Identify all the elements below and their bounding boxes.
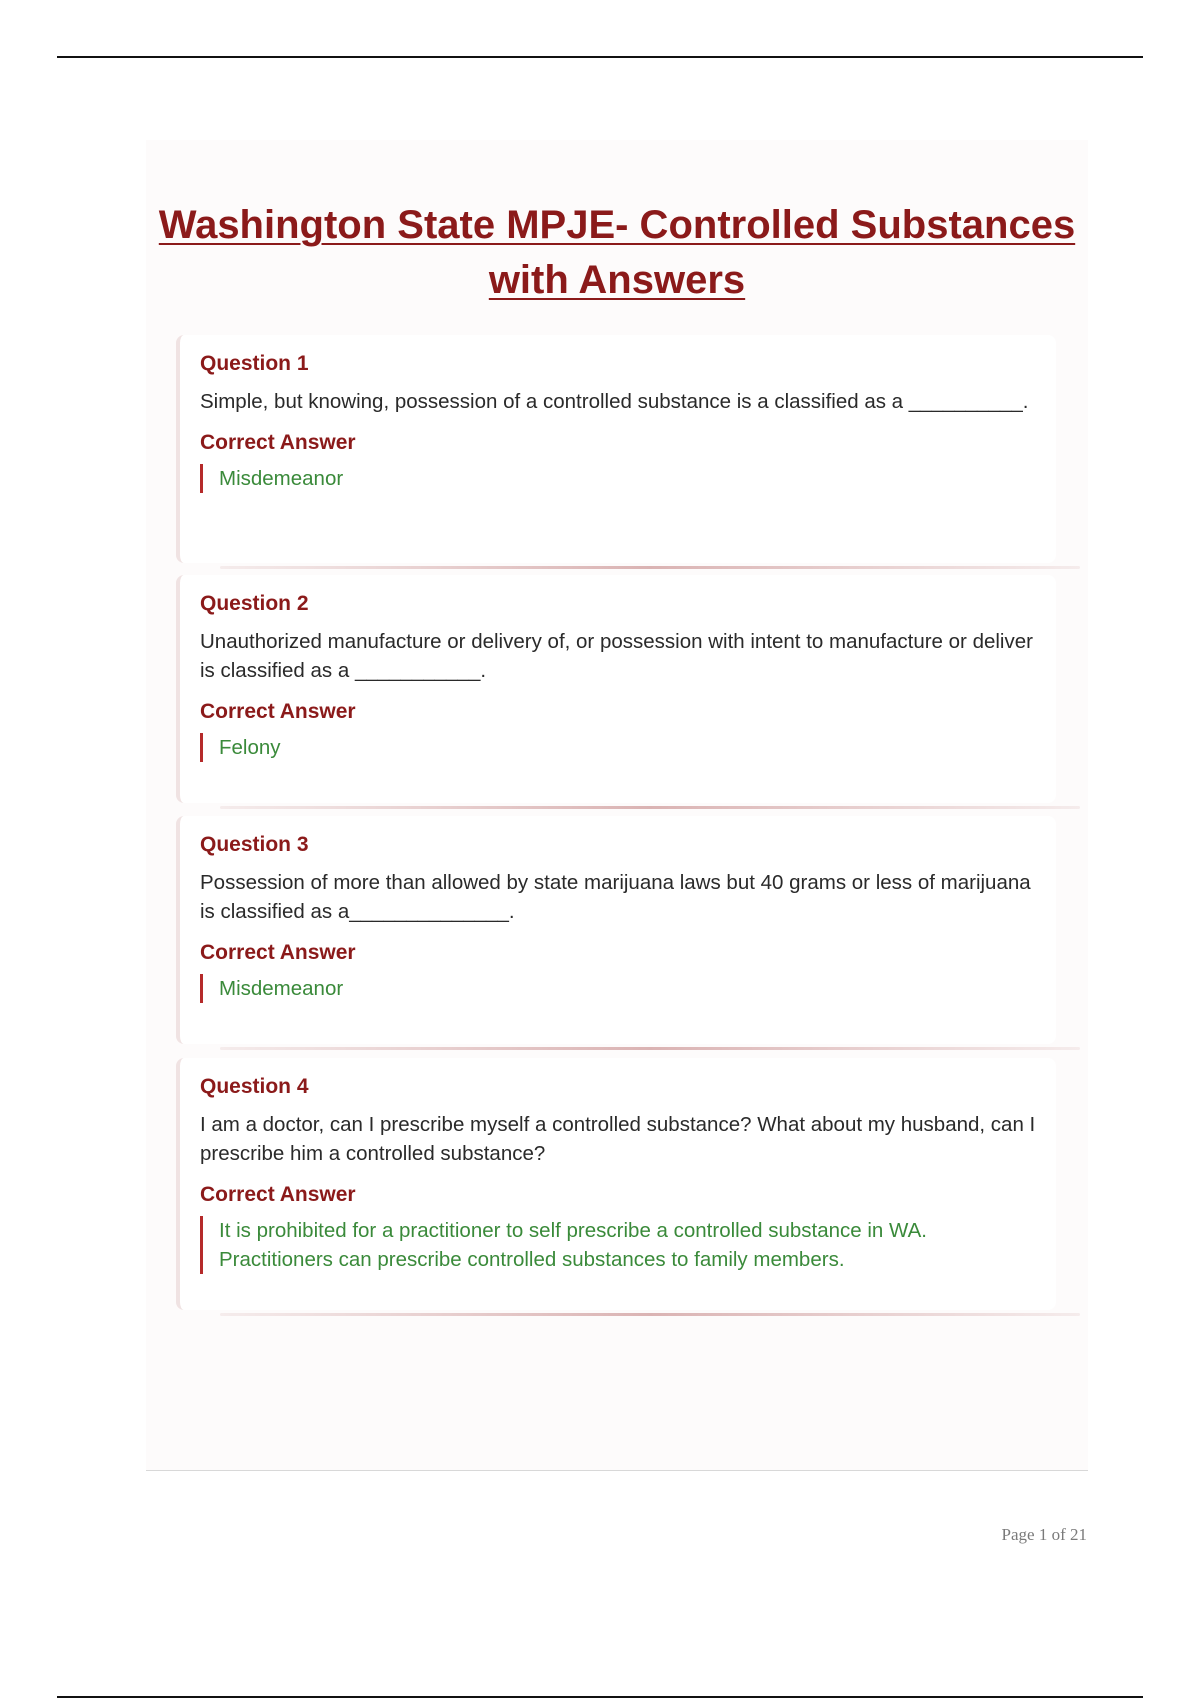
card-divider [220, 566, 1080, 569]
question-label: Question 2 [200, 592, 309, 615]
answer-label: Correct Answer [200, 700, 356, 723]
question-label: Question 3 [200, 833, 309, 856]
question-card-2 [176, 575, 1056, 803]
question-text: Possession of more than allowed by state marijuana laws but 40 grams or less of marijuana is classified as a______________. [200, 871, 1031, 923]
question-label: Question 1 [200, 352, 309, 375]
question-card-1 [176, 335, 1056, 563]
answer-label: Correct Answer [200, 941, 356, 964]
footer-rule [146, 1470, 1088, 1471]
answer-text: It is prohibited for a practitioner to self prescribe a controlled substance in WA. Practitioners can prescribe controlled substances to family members. [200, 1216, 1019, 1274]
question-card-4 [176, 1058, 1056, 1310]
content-sheet [146, 140, 1088, 1470]
answer-text: Misdemeanor [200, 464, 1019, 493]
page-number: Page 1 of 21 [1001, 1525, 1087, 1544]
answer-label: Correct Answer [200, 431, 356, 454]
card-divider [220, 1047, 1080, 1050]
answer-text: Felony [200, 733, 1019, 762]
question-card-3 [176, 816, 1056, 1044]
question-text: Simple, but knowing, possession of a controlled substance is a classified as a __________. [200, 390, 1029, 413]
question-text: I am a doctor, can I prescribe myself a controlled substance? What about my husband, can I prescribe him a controlled substance? [200, 1113, 1036, 1165]
card-divider [220, 806, 1080, 809]
card-divider [220, 1313, 1080, 1316]
question-label: Question 4 [200, 1075, 309, 1098]
document-title: Washington State MPJE- Controlled Substances with Answers [158, 203, 1076, 302]
answer-text: Misdemeanor [200, 974, 1019, 1003]
question-text: Unauthorized manufacture or delivery of, or possession with intent to manufacture or deliver is classified as a ___________. [200, 630, 1033, 682]
top-rule [57, 56, 1143, 58]
answer-label: Correct Answer [200, 1183, 356, 1206]
bottom-rule [57, 1696, 1143, 1698]
